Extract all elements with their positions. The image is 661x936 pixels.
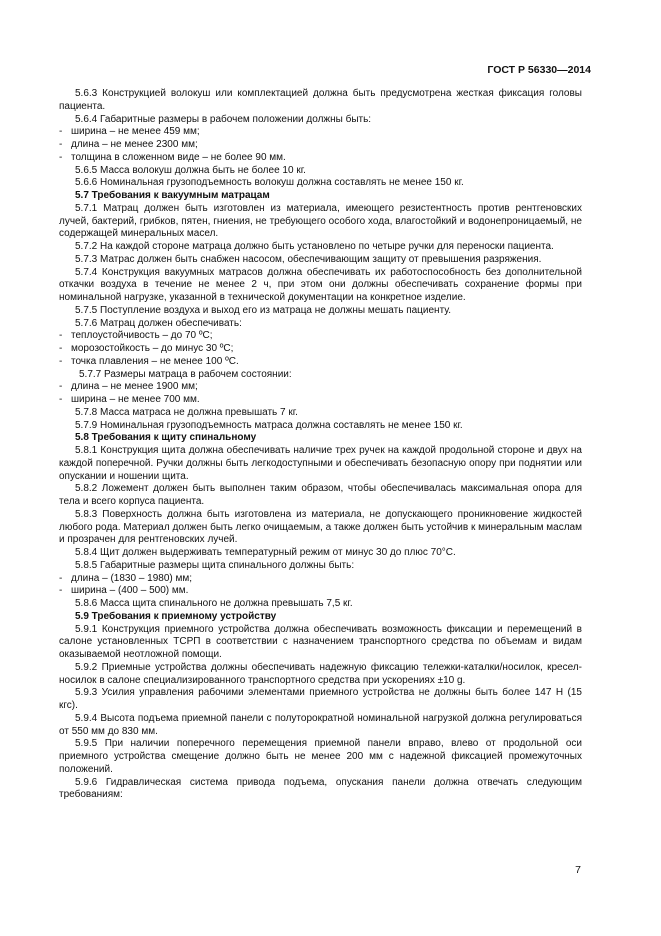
paragraph: 5.9.1 Конструкция приемного устройства должна обеспечивать возможность фиксации и перемещений в салоне установленных ТСРП в соответствии с назначением транспортного средства по объемам и видам оказываемой неотложной помощи. [59,623,582,660]
list-item: - теплоустойчивость – до 70 ºС; [59,330,582,343]
paragraph: 5.6.3 Конструкцией волокуш или комплектацией должна быть предусмотрена жесткая фиксация головы пациента. [59,88,582,112]
paragraph: 5.7.6 Матрац должен обеспечивать: [75,317,242,329]
paragraph: 5.8.1 Конструкция щита должна обеспечивать наличие трех ручек на каждой продольной стороне и двух на каждой поперечной. Ручки должны быть легкодоступными и обеспечивать безопасную опору при поднятии или опускании и ношении щита. [59,445,582,482]
list-item: - морозостойкость – до минус 30 ºС; [59,343,582,356]
section-heading: 5.8 Требования к щиту спинальному [75,432,257,444]
list-item: - толщина в сложенном виде – не более 90 мм. [59,152,582,165]
list-item: - ширина – (400 – 500) мм. [59,585,582,598]
document-code: ГОСТ Р 56330—2014 [487,64,591,76]
paragraph: 5.9.6 Гидравлическая система привода подъема, опускания панели должна отвечать следующим требованиям: [59,776,582,801]
paragraph: 5.7.8 Масса матраса не должна превышать 7 кг. [75,406,298,418]
list-item: - длина – (1830 – 1980) мм; [59,573,582,586]
paragraph: 5.9.2 Приемные устройства должны обеспечивать надежную фиксацию тележки-каталки/носилок, кресел-носилок в салоне специализированного транспортного средства при ускорениях ±10 g. [59,661,582,686]
list-item: - длина – не менее 2300 мм; [59,139,582,152]
paragraph: 5.6.5 Масса волокуш должна быть не более 10 кг. [75,164,306,176]
paragraph: 5.8.6 Масса щита спинального не должна превышать 7,5 кг. [75,598,353,609]
paragraph: 5.7.2 На каждой стороне матраца должно быть установлено по четыре ручки для переноски пациента. [75,241,554,252]
section-heading: 5.9 Требования к приемному устройству [75,610,277,622]
document-body [59,88,582,802]
paragraph: 5.7.1 Матрац должен быть изготовлен из материала, имеющего резистентность против рентгеновских лучей, бактерий, грибков, пятен, гниения, не требующего особого хода, влагостойкий и водонепроницаемый, не содержащей минеральных масел. [59,202,582,240]
paragraph: 5.8.3 Поверхность должна быть изготовлена из материала, не допускающего проникновение жидкостей любого рода. Материал должен быть легко очищаемым, а также должен быть устойчив к минеральным маслам и прозрачен для рентгеновских лучей. [59,508,582,546]
paragraph: 5.7.9 Номинальная грузоподъемность матраса должна составлять не менее 150 кг. [75,419,463,431]
section-heading: 5.7 Требования к вакуумным матрацам [75,190,270,201]
paragraph: 5.8.5 Габаритные размеры щита спинального должны быть: [75,559,355,571]
paragraph: 5.9.5 При наличии поперечного перемещения приемной панели вправо, влево от продольной оси приемного устройства смещение должно быть не менее 200 мм с надежной фиксацией промежуточных положений. [59,738,582,775]
list-item: - ширина – не менее 700 мм. [59,394,582,407]
page-number: 7 [575,864,581,876]
paragraph: 5.7.4 Конструкция вакуумных матрасов должна обеспечивать их работоспособность без дополнительной откачки воздуха в течение не менее 2 ч, при этом они должны обеспечивать сохранение формы при номинальной нагрузке, указанной в технической документации на конкретное изделие. [59,266,582,303]
paragraph: 5.9.3 Усилия управления рабочими элементами приемного устройства не должны быть более 147 Н (15 кгс). [59,687,582,711]
paragraph: 5.7.5 Поступление воздуха и выход его из матраца не должны мешать пациенту. [75,304,452,316]
list-item: - длина – не менее 1900 мм; [59,381,582,394]
paragraph: 5.8.2 Ложемент должен быть выполнен таким образом, чтобы обеспечивалась максимальная опора для тела и всего корпуса пациента. [59,483,582,507]
list-item: - точка плавления – не менее 100 ºС. [59,356,582,369]
paragraph: 5.8.4 Щит должен выдерживать температурный режим от минус 30 до плюс 70°С. [75,547,456,558]
paragraph: 5.6.6 Номинальная грузоподъемность волокуш должна составлять не менее 150 кг. [75,177,464,189]
paragraph: 5.7.3 Матрас должен быть снабжен насосом, обеспечивающим защиту от превышения разряжения. [75,253,542,265]
paragraph: 5.7.7 Размеры матраца в рабочем состоянии: [79,368,292,380]
list-item: - ширина – не менее 459 мм; [59,126,582,139]
paragraph: 5.6.4 Габаритные размеры в рабочем положении должны быть: [75,113,372,125]
paragraph: 5.9.4 Высота подъема приемной панели с полуторократной номинальной нагрузкой должна регулироваться от 550 мм до 830 мм. [59,712,582,737]
